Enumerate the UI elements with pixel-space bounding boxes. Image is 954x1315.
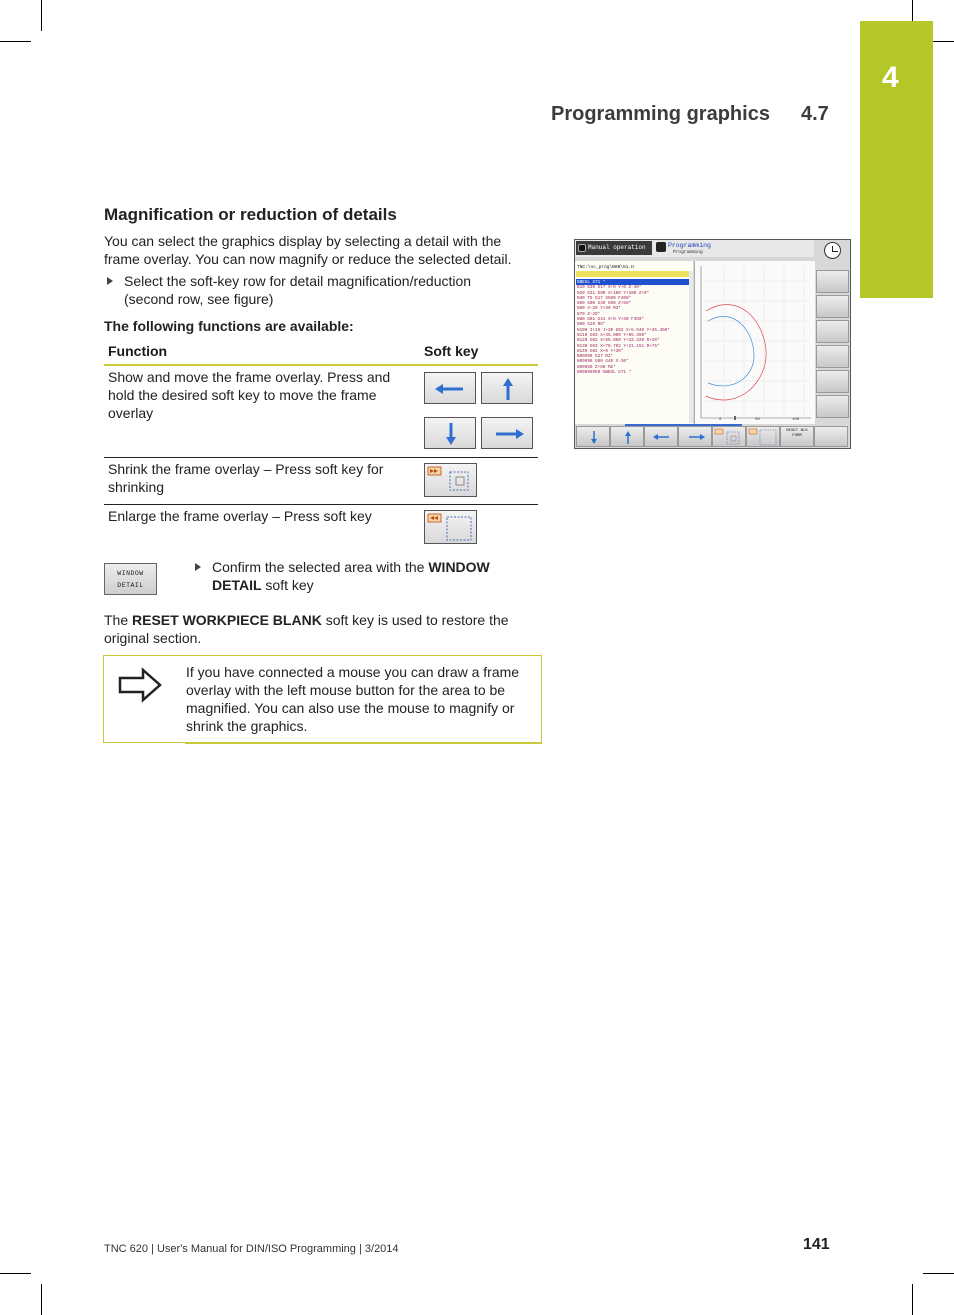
code-line: N99980 Z+50 M2* bbox=[577, 364, 616, 370]
code-line: N120 G02 X+55.960 Y+33.320 R+20* bbox=[577, 338, 660, 344]
code-line: N30 T5 G17 S500 F400* bbox=[577, 295, 632, 301]
crop-mark bbox=[0, 41, 31, 42]
window-detail-text-after: soft key bbox=[261, 577, 314, 593]
mode-right-icon bbox=[656, 242, 666, 252]
side-softkey[interactable] bbox=[816, 270, 849, 293]
code-line: N140 G02 X+0 Y+30* bbox=[577, 348, 624, 354]
header-section: 4.7 bbox=[801, 103, 829, 125]
arrow-down-softkey[interactable] bbox=[424, 417, 476, 449]
functions-label: The following functions are available: bbox=[104, 318, 354, 334]
reset-text-before: The bbox=[104, 612, 133, 628]
arrow-down-icon bbox=[425, 418, 477, 450]
side-softkey[interactable] bbox=[816, 345, 849, 368]
arrow-left-icon bbox=[645, 427, 679, 448]
footer-text: TNC 620 | User's Manual for DIN/ISO Programming | 3/2014 bbox=[104, 1243, 399, 1255]
reset-blk-form-label: RESET BLK FORM bbox=[786, 429, 808, 438]
bottom-softkey-down[interactable] bbox=[576, 426, 610, 447]
crop-mark bbox=[912, 1284, 913, 1315]
shrink-frame-softkey[interactable] bbox=[424, 463, 477, 497]
page-number: 141 bbox=[803, 1236, 830, 1253]
reset-keyname: RESET WORKPIECE BLANK bbox=[132, 612, 322, 628]
ruler-label: 0 bbox=[719, 418, 722, 422]
table-header-rule bbox=[104, 364, 538, 366]
intro-paragraph: You can select the graphics display by selecting a detail with the frame overlay. You can now magnify or reduce the selected detail. bbox=[104, 233, 512, 267]
shrink-frame-icon bbox=[425, 464, 478, 498]
side-softkey[interactable] bbox=[816, 295, 849, 318]
reset-paragraph bbox=[104, 611, 534, 647]
bottom-softkey-enlarge[interactable] bbox=[746, 426, 780, 447]
crop-mark bbox=[41, 0, 42, 31]
arrow-right-icon bbox=[482, 418, 534, 450]
code-line: N99990 G00 G40 X-30* bbox=[577, 359, 629, 365]
code-line: N99999999 %BEGL G71 * bbox=[577, 370, 632, 376]
table-row-divider bbox=[104, 504, 538, 505]
mode-left-tab bbox=[576, 241, 652, 255]
arrow-left-softkey[interactable] bbox=[424, 372, 476, 404]
side-softkey[interactable] bbox=[816, 320, 849, 343]
window-detail-key-line1: WINDOW bbox=[117, 570, 144, 577]
code-line: N70 Z-20* bbox=[577, 311, 601, 317]
ruler-label: 50 bbox=[755, 418, 760, 422]
code-line: N60 X-20 Y+30 M3* bbox=[577, 306, 621, 312]
reset-text-after: soft key is used to restore the original section. bbox=[104, 612, 509, 646]
program-header-bar bbox=[576, 271, 690, 277]
side-softkey[interactable] bbox=[816, 370, 849, 393]
mode-left-label: Manual operation bbox=[588, 244, 646, 251]
arrow-up-icon bbox=[482, 373, 534, 405]
chapter-tab bbox=[860, 21, 933, 298]
mode-right-label: Programming bbox=[668, 242, 711, 249]
table-header-function: Function bbox=[108, 343, 168, 359]
program-code bbox=[577, 280, 689, 375]
code-line: N90 G26 R5* bbox=[577, 322, 606, 328]
bottom-softkey-left[interactable] bbox=[644, 426, 678, 447]
bottom-softkey-shrink[interactable] bbox=[712, 426, 746, 447]
window-detail-text bbox=[212, 558, 522, 594]
code-line: N100 I+15 J+20 G02 X+5.940 Y+35.450* bbox=[577, 327, 670, 333]
window-detail-keyname: WINDOW DETAIL bbox=[212, 559, 490, 593]
shrink-frame-icon bbox=[713, 427, 747, 448]
table-row-function: Show and move the frame overlay. Press and hold the desired soft key to move the frame overlay bbox=[108, 369, 391, 421]
note-text: If you have connected a mouse you can draw a frame overlay with the left mouse button for the area to be magnified. You can also use the mouse to magnify or shrink the graphics. bbox=[186, 664, 520, 734]
table-row-divider bbox=[104, 457, 538, 458]
arrow-up-softkey[interactable] bbox=[481, 372, 533, 404]
step-text: Select the soft-key row for detail magnification/reduction (second row, see figure) bbox=[124, 273, 472, 307]
side-softkey[interactable] bbox=[816, 395, 849, 418]
crop-mark bbox=[41, 1284, 42, 1315]
header-title: Programming graphics bbox=[551, 103, 770, 125]
file-path: TNC:\nc_prog\BHB\%1.H bbox=[577, 265, 634, 270]
graphics-drawing bbox=[694, 261, 815, 424]
code-line: %BEGL G71 * bbox=[577, 280, 606, 285]
code-line: N99999 G27 R2* bbox=[577, 354, 614, 360]
enlarge-frame-softkey[interactable] bbox=[424, 510, 477, 544]
crop-mark bbox=[0, 1273, 31, 1274]
arrow-right-outline-icon bbox=[117, 667, 163, 703]
mode-right-sublabel: Programming bbox=[673, 250, 703, 255]
enlarge-frame-icon bbox=[747, 427, 781, 448]
table-header-softkey: Soft key bbox=[424, 343, 479, 359]
code-line: N110 G03 X+45.000 Y+65.450* bbox=[577, 332, 647, 338]
bottom-softkey-empty[interactable] bbox=[814, 426, 848, 447]
code-line: N130 G03 X+70.702 Y+21.151 R+75* bbox=[577, 343, 660, 349]
arrow-right-softkey[interactable] bbox=[481, 417, 533, 449]
mode-left-icon bbox=[578, 244, 586, 252]
code-line: N50 G00 G40 G90 Z+50* bbox=[577, 301, 632, 307]
arrow-up-icon bbox=[611, 427, 645, 448]
bullet-icon bbox=[107, 277, 113, 285]
clock-icon bbox=[824, 242, 841, 259]
arrow-down-icon bbox=[577, 427, 611, 448]
section-heading: Magnification or reduction of details bbox=[104, 205, 397, 224]
chapter-number: 4 bbox=[882, 61, 899, 94]
bottom-softkey-up[interactable] bbox=[610, 426, 644, 447]
arrow-right-icon bbox=[679, 427, 713, 448]
window-detail-text-before: Confirm the selected area with the bbox=[212, 559, 429, 575]
tnc-screen-figure bbox=[574, 239, 851, 449]
code-line: N20 G31 G90 X+100 Y+100 Z+0* bbox=[577, 290, 650, 296]
code-line: N80 G01 G41 X+0 Y+30 F350* bbox=[577, 317, 645, 323]
bottom-softkey-reset-blk-form[interactable] bbox=[780, 426, 814, 447]
window-detail-key-line2: DETAIL bbox=[117, 582, 144, 589]
code-line: N10 G30 G17 X+0 Y+0 Z-40* bbox=[577, 285, 642, 291]
ruler-label: 100 bbox=[792, 418, 800, 422]
table-row-function: Enlarge the frame overlay – Press soft key bbox=[108, 508, 372, 524]
bullet-icon bbox=[195, 563, 201, 571]
enlarge-frame-icon bbox=[425, 511, 478, 545]
note-divider bbox=[185, 743, 542, 744]
table-row-function: Shrink the frame overlay – Press soft key for shrinking bbox=[108, 461, 384, 495]
program-scrollbar[interactable] bbox=[689, 271, 693, 423]
arrow-left-icon bbox=[425, 373, 477, 405]
crop-mark bbox=[923, 1273, 954, 1274]
bottom-softkey-right[interactable] bbox=[678, 426, 712, 447]
window-detail-softkey[interactable] bbox=[104, 563, 157, 595]
